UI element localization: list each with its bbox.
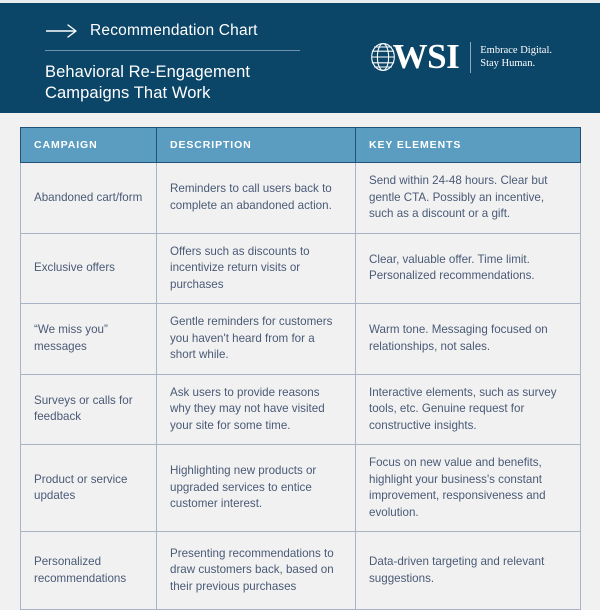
breadcrumb — [45, 19, 345, 43]
cell-key-elements: Interactive elements, such as survey tools, etc. Genuine request for constructive insights. — [356, 374, 581, 445]
header-text-block — [45, 19, 345, 104]
wsi-logo — [370, 35, 552, 79]
table-row — [21, 445, 581, 532]
table-row — [21, 374, 581, 445]
column-header-description: DESCRIPTION — [157, 128, 356, 163]
logo-tagline — [480, 44, 552, 70]
table-row — [21, 163, 581, 234]
eyebrow-label: Recommendation Chart — [90, 22, 258, 39]
page-header — [0, 0, 600, 113]
header-divider — [45, 50, 300, 51]
cell-campaign: Exclusive offers — [21, 233, 157, 304]
logo-divider — [470, 42, 471, 73]
column-header-campaign: CAMPAIGN — [21, 128, 157, 163]
cell-key-elements: Warm tone. Messaging focused on relationships, not sales. — [356, 304, 581, 375]
cell-description: Ask users to provide reasons why they may not have visited your site for some time. — [157, 374, 356, 445]
page-title-line-1: Behavioral Re-Engagement — [45, 63, 251, 81]
cell-description: Gentle reminders for customers you haven't heard from for a short while. — [157, 304, 356, 375]
table-header-row — [21, 128, 581, 163]
cell-key-elements: Data-driven targeting and relevant suggestions. — [356, 532, 581, 610]
page-title-line-2: Campaigns That Work — [45, 84, 211, 102]
table-row — [21, 304, 581, 375]
table-row — [21, 233, 581, 304]
logo-tagline-line-1: Embrace Digital. — [480, 45, 552, 56]
cell-campaign: Abandoned cart/form — [21, 163, 157, 234]
logo-wordmark: WSI — [392, 37, 460, 76]
cell-key-elements: Clear, valuable offer. Time limit. Personalized recommendations. — [356, 233, 581, 304]
cell-campaign: Product or service updates — [21, 445, 157, 532]
cell-description: Offers such as discounts to incentivize return visits or purchases — [157, 233, 356, 304]
cell-key-elements: Send within 24-48 hours. Clear but gentle CTA. Possibly an incentive, such as a discount or a gift. — [356, 163, 581, 234]
arrow-right-icon — [45, 24, 79, 38]
table-row — [21, 532, 581, 610]
cell-campaign: “We miss you” messages — [21, 304, 157, 375]
logo-tagline-line-2: Stay Human. — [480, 58, 536, 69]
cell-description: Presenting recommendations to draw customers back, based on their previous purchases — [157, 532, 356, 610]
cell-description: Highlighting new products or upgraded services to entice customer interest. — [157, 445, 356, 532]
cell-campaign: Surveys or calls for feedback — [21, 374, 157, 445]
recommendation-table — [20, 127, 581, 610]
page-title — [45, 62, 345, 104]
cell-campaign: Personalized recommendations — [21, 532, 157, 610]
logo-mark — [370, 37, 460, 76]
cell-key-elements: Focus on new value and benefits, highlight your business's constant improvement, responsiveness and evolution. — [356, 445, 581, 532]
recommendation-table-container — [20, 127, 580, 610]
column-header-key-elements: KEY ELEMENTS — [356, 128, 581, 163]
cell-description: Reminders to call users back to complete an abandoned action. — [157, 163, 356, 234]
